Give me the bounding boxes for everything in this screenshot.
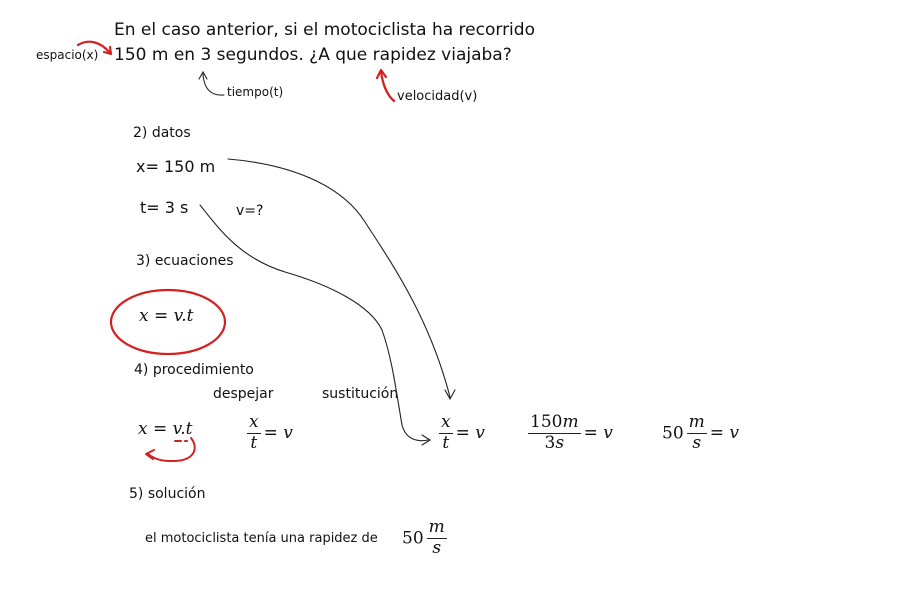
arrow-tiempo-icon	[199, 72, 224, 95]
equation-main-lhs: x	[139, 306, 149, 326]
frac1-denominator: t	[250, 432, 258, 453]
frac2-numerator: x	[441, 412, 451, 432]
datos-v: v=?	[236, 203, 264, 219]
frac3-num-value: 150	[530, 412, 563, 432]
section-procedimiento-heading: 4) procedimiento	[134, 362, 254, 378]
frac4-rhs: = v	[709, 422, 740, 443]
question-line-2: 150 m en 3 segundos. ¿A que rapidez viajaba?	[114, 45, 512, 65]
frac3-num-unit: m	[562, 412, 579, 432]
frac3-den-value: 3	[544, 432, 556, 453]
section-datos-heading: 2) datos	[133, 125, 191, 141]
red-arrow-velocidad-icon	[377, 70, 394, 101]
frac2-rhs: = v	[455, 422, 485, 443]
eq1-equals: =	[153, 419, 168, 439]
frac4-denominator: s	[692, 432, 702, 453]
eq1-v: v	[172, 419, 181, 439]
solucion-denominator: s	[432, 537, 442, 558]
frac3-den-unit: s	[555, 432, 565, 453]
solucion-coefficient: 50	[402, 528, 424, 549]
annotation-espacio: espacio(x)	[36, 48, 99, 62]
red-arrow-espacio-icon	[78, 42, 111, 54]
equation-main-rhs: = v.t	[154, 306, 194, 326]
annotation-tiempo: tiempo(t)	[227, 85, 284, 99]
frac4-numerator: m	[688, 412, 705, 432]
red-despejar-arrow-icon	[146, 438, 195, 461]
frac2-denominator: t	[442, 432, 450, 453]
solucion-numerator: m	[428, 517, 445, 537]
annotation-velocidad: velocidad(v)	[397, 89, 478, 104]
eq1-x: x	[138, 419, 148, 439]
arrow-x-substitution-icon	[228, 159, 455, 399]
section-ecuaciones-heading: 3) ecuaciones	[136, 253, 234, 269]
frac3-rhs: = v	[583, 422, 613, 443]
arrow-t-substitution-icon	[200, 205, 430, 445]
label-despejar: despejar	[213, 386, 274, 402]
frac4-coefficient: 50	[662, 423, 684, 444]
question-line-1: En el caso anterior, si el motociclista ha recorrido	[114, 20, 535, 40]
solucion-text: el motociclista tenía una rapidez de	[145, 531, 378, 546]
red-circle-highlight-icon	[111, 290, 225, 354]
datos-t: t= 3 s	[140, 198, 189, 217]
datos-x: x= 150 m	[136, 157, 216, 176]
frac1-rhs: = v	[263, 422, 293, 443]
label-sustitucion: sustitución	[322, 386, 399, 402]
frac1-numerator: x	[249, 412, 259, 432]
eq1-t: .t	[180, 419, 193, 439]
section-solucion-heading: 5) solución	[129, 486, 206, 502]
